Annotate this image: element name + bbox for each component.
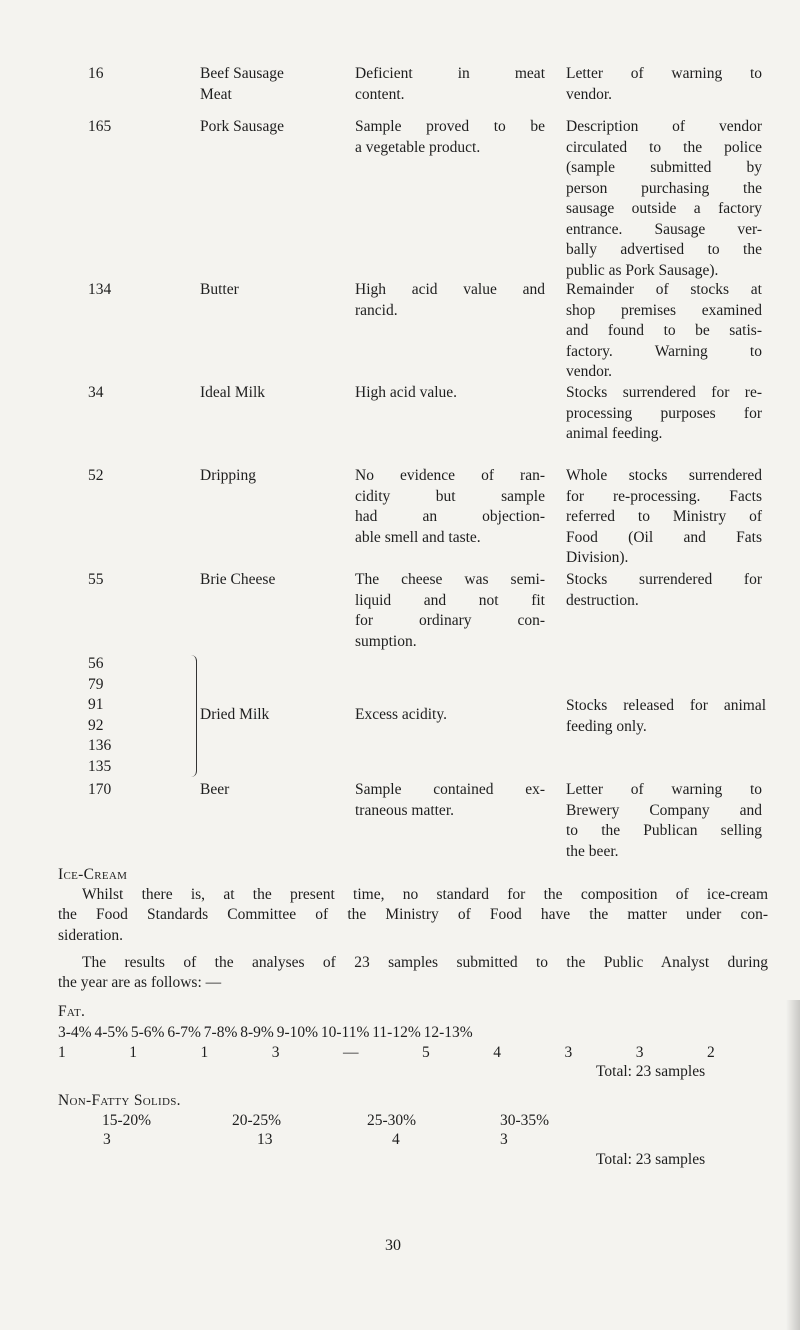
article-line: Beef Sausage (200, 65, 284, 82)
sample-number: 55 (88, 571, 104, 588)
sample-number: 34 (88, 384, 104, 401)
ice-cream-paragraph (82, 885, 768, 906)
nfs-count: 3 (500, 1131, 508, 1148)
sample-number: 136 (88, 737, 112, 754)
action-line: factory. Warning to (566, 342, 762, 360)
sample-number: 165 (88, 118, 112, 135)
fat-heading: Fat. (58, 1003, 86, 1020)
action-line: referred to Ministry of (566, 508, 762, 525)
action-line: bally advertised to the (566, 241, 762, 258)
deficiency-line: able smell and taste. (355, 528, 481, 546)
action-line: public as Pork Sausage). (566, 261, 719, 279)
deficiency-cell (355, 117, 545, 158)
ice-cream-heading: Ice-Cream (58, 866, 128, 883)
action-line: feeding only. (566, 717, 647, 735)
action-line: to the Publican selling (566, 822, 762, 839)
deficiency-line: High acid value and (355, 281, 545, 298)
action-line: the beer. (566, 842, 619, 860)
action-line: shop premises examined (566, 301, 762, 319)
fat-total: Total: 23 samples (596, 1063, 706, 1080)
action-line: Brewery Company and (566, 801, 762, 819)
deficiency-line: a vegetable product. (355, 138, 481, 156)
action-cell (566, 117, 762, 281)
paragraph-line: the year are as follows: — (58, 974, 222, 991)
action-cell (566, 280, 762, 383)
action-cell (566, 383, 762, 445)
action-line: animal feeding. (566, 425, 663, 442)
action-line: Whole stocks surrendered (566, 467, 762, 484)
paragraph-line: Whilst there is, at the present time, no standard for the composition of ice-cream (82, 886, 768, 903)
action-line: circulated to the police (566, 138, 762, 156)
article-line: Beer (200, 781, 230, 798)
fat-counts: 1 1 1 3 — 5 4 3 3 2 (58, 1044, 715, 1061)
sample-number: 79 (88, 675, 104, 693)
action-line: Letter of warning to (566, 65, 762, 82)
action-line: processing purposes for (566, 404, 762, 422)
action-line: vendor. (566, 85, 613, 103)
action-line: sausage outside a factory (566, 200, 762, 217)
action-line: (sample submitted by (566, 159, 762, 176)
sample-number: 16 (88, 65, 104, 82)
deficiency-cell: Excess acidity. (355, 706, 447, 723)
deficiency-cell (355, 280, 545, 321)
deficiency-cell (355, 780, 545, 821)
action-cell (566, 64, 762, 105)
action-line: entrance. Sausage ver- (566, 220, 762, 238)
action-cell (566, 570, 762, 611)
action-cell (566, 696, 766, 737)
deficiency-cell (355, 570, 545, 652)
dried-milk-sample-numbers (88, 654, 111, 777)
action-cell (566, 466, 762, 569)
non-fatty-solids-heading: Non-Fatty Solids. (58, 1092, 181, 1109)
deficiency-line: Deficient in meat (355, 65, 545, 82)
deficiency-line: traneous matter. (355, 801, 454, 819)
page-edge-shadow (786, 1000, 800, 1330)
nfs-total: Total: 23 samples (596, 1151, 706, 1168)
action-line: Remainder of stocks at (566, 281, 762, 298)
action-line: Food (Oil and Fats (566, 528, 762, 546)
grouping-bracket (188, 655, 197, 777)
article-line: Meat (200, 85, 232, 103)
nfs-count: 3 (103, 1131, 111, 1148)
action-line: vendor. (566, 363, 613, 380)
deficiency-line: for ordinary con- (355, 612, 545, 629)
paragraph-line: the Food Standards Committee of the Ministry of Food have the matter under con- (58, 906, 768, 923)
action-line: Description of vendor (566, 118, 762, 135)
action-line: destruction. (566, 591, 639, 609)
article-cell (200, 64, 340, 105)
deficiency-line: had an objection- (355, 508, 545, 525)
sample-number: 91 (88, 696, 104, 713)
deficiency-line: cidity but sample (355, 487, 545, 505)
deficiency-line: High acid value. (355, 384, 458, 401)
article-cell (200, 466, 340, 487)
nfs-range: 20-25% (232, 1112, 282, 1129)
article-cell (200, 570, 340, 591)
article-cell: Dried Milk (200, 706, 270, 723)
action-line: for re-processing. Facts (566, 487, 762, 505)
action-line: Stocks released for animal (566, 697, 766, 714)
action-line: Stocks surrendered for (566, 571, 762, 588)
article-line: Ideal Milk (200, 384, 265, 401)
ice-cream-paragraph-cont (58, 905, 768, 946)
deficiency-cell (355, 64, 545, 105)
deficiency-line: The cheese was semi- (355, 571, 545, 588)
sample-number: 52 (88, 467, 104, 484)
nfs-range: 30-35% (500, 1112, 550, 1129)
deficiency-line: Sample contained ex- (355, 781, 545, 798)
nfs-count: 13 (257, 1131, 273, 1148)
action-line: Stocks surrendered for re- (566, 384, 762, 401)
paragraph-line: sideration. (58, 926, 123, 944)
results-paragraph-cont (58, 973, 768, 994)
deficiency-line: rancid. (355, 301, 398, 319)
results-paragraph (82, 953, 768, 974)
paragraph-line: The results of the analyses of 23 samples submitted to the Public Analyst during (82, 954, 768, 971)
nfs-count: 4 (392, 1131, 400, 1148)
sample-number: 56 (88, 655, 104, 672)
article-cell (200, 117, 340, 138)
deficiency-line: No evidence of ran- (355, 467, 545, 484)
deficiency-line: content. (355, 85, 405, 103)
article-line: Brie Cheese (200, 571, 276, 588)
action-line: person purchasing the (566, 179, 762, 197)
article-cell (200, 383, 340, 404)
nfs-range: 25-30% (367, 1112, 417, 1129)
article-cell (200, 780, 340, 801)
sample-number: 92 (88, 716, 104, 734)
deficiency-line: Sample proved to be (355, 118, 545, 135)
page-number: 30 (385, 1237, 401, 1254)
article-line: Dripping (200, 467, 256, 484)
sample-number: 134 (88, 281, 112, 298)
action-line: Division). (566, 549, 629, 566)
deficiency-cell (355, 466, 545, 548)
sample-number: 135 (88, 757, 112, 775)
deficiency-line: liquid and not fit (355, 591, 545, 609)
sample-number: 170 (88, 781, 112, 798)
article-line: Pork Sausage (200, 118, 284, 135)
deficiency-cell (355, 383, 545, 404)
deficiency-line: sumption. (355, 632, 417, 650)
action-line: and found to be satis- (566, 322, 762, 339)
action-line: Letter of warning to (566, 781, 762, 798)
article-line: Butter (200, 281, 239, 298)
article-cell (200, 280, 340, 301)
action-cell (566, 780, 762, 862)
nfs-range: 15-20% (102, 1112, 152, 1129)
fat-ranges: 3-4% 4-5% 5-6% 6-7% 7-8% 8-9% 9-10% 10-11% 11-12% 12-13% (58, 1024, 473, 1041)
